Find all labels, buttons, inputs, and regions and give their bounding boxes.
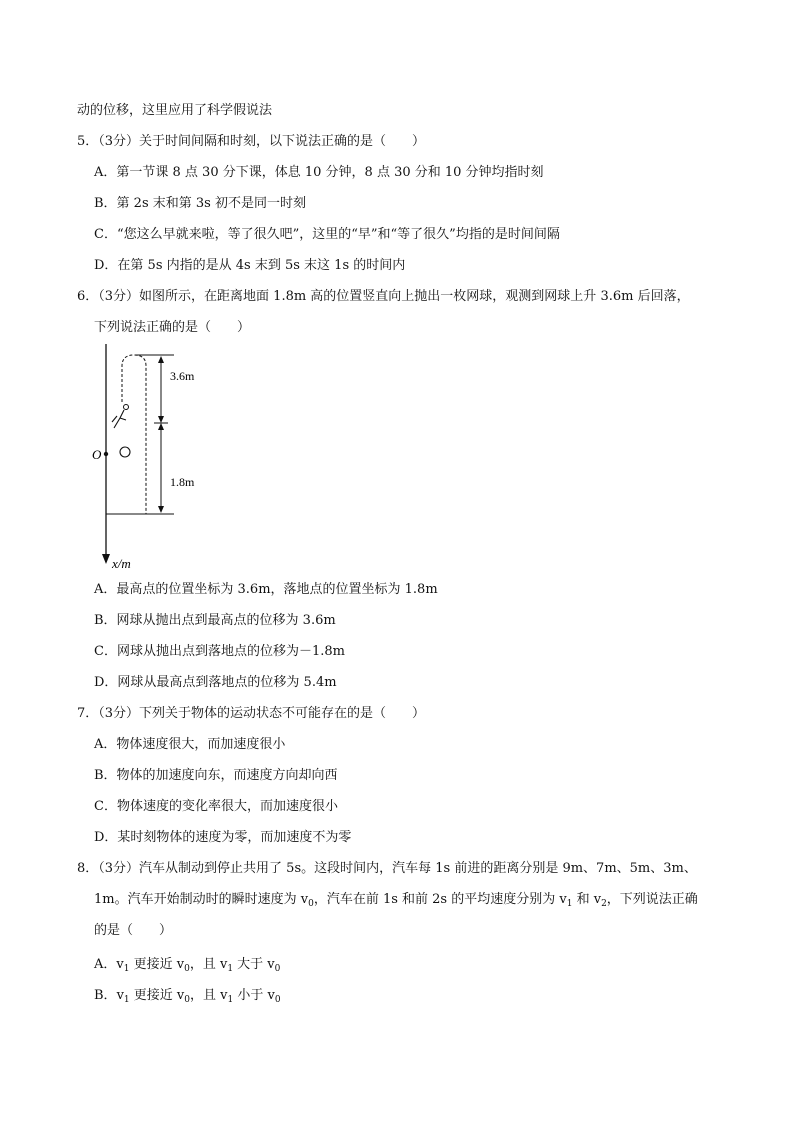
question-5-option-c[interactable]: C．“您这么早就来啦，等了很久吧”，这里的“早”和“等了很久”均指的是时间间隔 — [94, 227, 560, 242]
thrower-icon — [112, 410, 126, 428]
origin-label: O — [92, 447, 102, 462]
question-5-option-b[interactable]: B．第 2s 末和第 3s 初不是同一时刻 — [94, 196, 306, 211]
question-6-option-a[interactable]: A．最高点的位置坐标为 3.6m，落地点的位置坐标为 1.8m — [94, 582, 438, 597]
ball-trajectory-dashed — [122, 355, 146, 514]
question-6-option-b[interactable]: B．网球从抛出点到最高点的位移为 3.6m — [94, 613, 336, 628]
question-6-stem-line-2: 下列说法正确的是（ ） — [94, 320, 251, 335]
stem-text-part-c: 和 v — [572, 892, 602, 907]
subscript-2: 2 — [601, 899, 607, 909]
question-7-option-b[interactable]: B．物体的加速度向东，而速度方向却向西 — [94, 768, 338, 783]
previous-question-tail: 动的位移，这里应用了科学假说法 — [77, 103, 273, 118]
question-5-option-d[interactable]: D．在第 5s 内指的是从 4s 末到 5s 末这 1s 的时间内 — [94, 258, 406, 273]
question-7-option-a[interactable]: A．物体速度很大，而加速度很小 — [94, 737, 286, 752]
dimension-upper-label: 3.6m — [170, 369, 195, 383]
question-8-option-b[interactable]: B．$v_1$ 更接近 $v_0$，且 $v_1$ 小于 $v_0$ — [94, 988, 281, 1005]
tennis-ball — [120, 447, 130, 457]
question-5-stem: 5．（3分）关于时间间隔和时刻，以下说法正确的是（ ） — [77, 134, 426, 149]
x-axis-label: x/m — [112, 556, 131, 571]
question-7-option-d[interactable]: D．某时刻物体的速度为零，而加速度不为零 — [94, 830, 352, 845]
question-8-option-a[interactable]: A．$v_1$ 更接近 $v_0$，且 $v_1$ 大于 $v_0$ — [94, 957, 281, 974]
question-8-stem-line-3: 的是（ ） — [94, 923, 173, 938]
stem-text-part-b: ，汽车在前 1s 和前 2s 的平均速度分别为 v — [313, 892, 567, 907]
thrower-hand — [124, 405, 129, 410]
question-7-option-c[interactable]: C．物体速度的变化率很大，而加速度很小 — [94, 799, 338, 814]
question-8-stem-line-2 — [94, 890, 698, 910]
question-6-option-d[interactable]: D．网球从最高点到落地点的位移为 5.4m — [94, 675, 337, 690]
stem-text-part-a: 1m。汽车开始制动时的瞬时速度为 v — [94, 892, 309, 907]
subscript-0: 0 — [308, 899, 314, 909]
dimension-lower-arrow-bottom — [158, 506, 164, 513]
question-6-stem-line-1: 6．（3分）如图所示，在距离地面 1.8m 高的位置竖直向上抛出一枚网球，观测到网球上升 3.6m 后回落， — [77, 289, 690, 304]
question-6-option-c[interactable]: C．网球从抛出点到落地点的位移为－1.8m — [94, 644, 345, 659]
x-axis-arrowhead — [102, 554, 110, 564]
question-8-stem-line-1: 8．（3分）汽车从制动到停止共用了 5s。这段时间内，汽车每 1s 前进的距离分别是 9m、7m、5m、3m、 — [77, 861, 697, 876]
question-5-option-a[interactable]: A．第一节课 8 点 30 分下课，体息 10 分钟，8 点 30 分和 10 分钟均指时刻 — [94, 165, 544, 180]
stem-text-part-d: ，下列说法正确 — [606, 892, 698, 907]
dimension-lower-label: 1.8m — [170, 475, 195, 489]
dimension-upper-arrow-top — [158, 356, 164, 363]
tennis-ball-trajectory-figure — [80, 340, 210, 575]
origin-dot — [104, 452, 108, 456]
subscript-1: 1 — [566, 899, 573, 909]
question-7-stem: 7．（3分）下列关于物体的运动状态不可能存在的是（ ） — [77, 706, 426, 721]
dimension-lower-arrow-top — [158, 423, 164, 430]
dimension-upper-arrow-bottom — [158, 416, 164, 423]
